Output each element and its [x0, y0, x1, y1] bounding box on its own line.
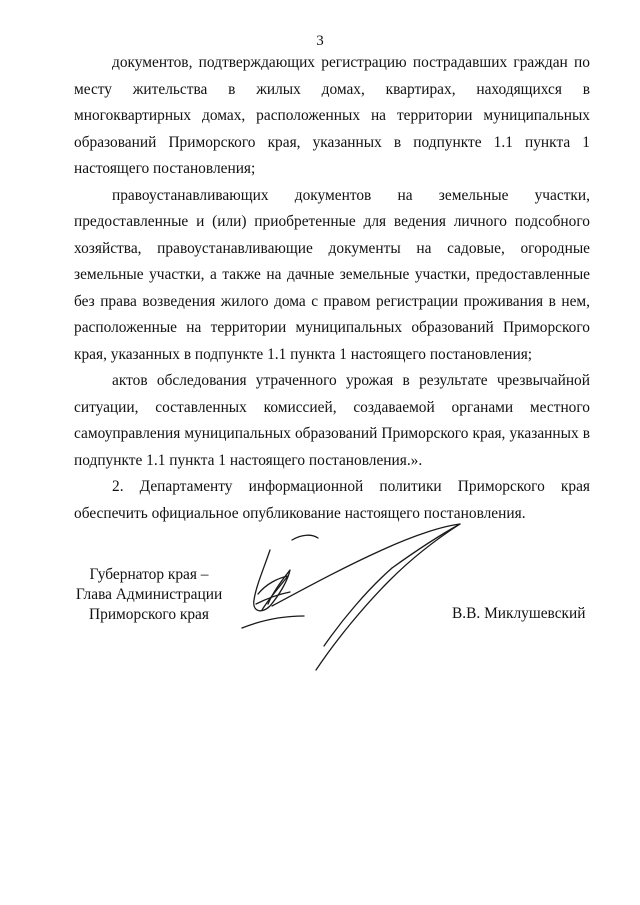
page-number: 3: [316, 33, 324, 49]
paragraph-publication-order: 2. Департаменту информационной политики Приморского края обеспечить официальное опубликование настоящего постановления.: [74, 478, 590, 522]
signatory-name: В.В. Миклушевский: [452, 605, 586, 622]
paragraph-land-documents: правоустанавливающих документов на земельные участки, предоставленные и (или) приобретенные для ведения личного подсобного хозяйства, правоустанавливающие документы на садовые, огородные земельные участки, а также на дачные земельные участки, предоставленные без права возведения жилого дома с правом регистрации проживания в нем, расположенные на территории муниципальных образований Приморского края, указанных в подпункте 1.1 пункта 1 настоящего постановления;: [74, 186, 590, 363]
paragraph-registration-documents: документов, подтверждающих регистрацию пострадавших граждан по месту жительства в жилых домах, квартирах, находящихся в многоквартирных домах, расположенных на территории муниципальных образований Приморского края, указанных в подпункте 1.1 пункта 1 настоящего постановления;: [74, 54, 590, 177]
paragraph-crop-loss-acts: актов обследования утраченного урожая в результате чрезвычайной ситуации, составленных комиссией, создаваемой органами местного самоуправления муниципальных образований Приморского края, указанных в подпункте 1.1 пункта 1 настоящего постановления.».: [74, 372, 590, 469]
signatory-position: [64, 565, 234, 625]
position-line-1: Губернатор края –: [89, 566, 209, 583]
handwritten-signature: [232, 520, 482, 685]
position-line-2: Глава Администрации: [75, 586, 223, 603]
position-line-3: Приморского края: [89, 606, 209, 623]
document-body: [74, 50, 590, 527]
